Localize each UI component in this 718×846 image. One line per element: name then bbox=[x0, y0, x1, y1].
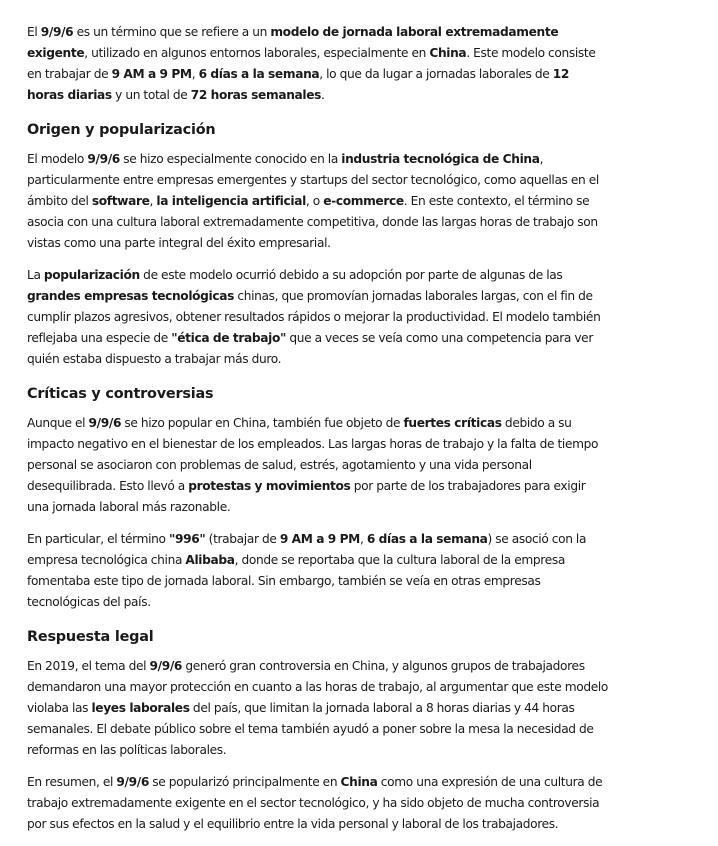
bold-text: "996" bbox=[168, 532, 206, 546]
bold-text: industria tecnológica de China bbox=[341, 152, 540, 166]
bold-text: leyes laborales bbox=[91, 701, 190, 715]
bold-text: 6 días a la semana bbox=[198, 67, 320, 81]
bold-text: 9/9/6 bbox=[87, 152, 120, 166]
bold-text: 9 AM a 9 PM bbox=[111, 67, 192, 81]
paragraph-origen-2: La popularización de este modelo ocurrió debido a su adopción por parte de algunas de las grandes empresas tecnológicas chinas, que promovían jornadas laborales largas, con el fin de cumplir plazos agresivos, obtener resultados rápidos o mejorar la productividad. El modelo también reflejaba una especie de "ética de trabajo" que a veces se veía como una competencia para ver quién estaba dispuesto a trabajar más duro. bbox=[27, 268, 601, 366]
bold-text: China bbox=[429, 46, 467, 60]
heading-criticas: Críticas y controversias bbox=[27, 386, 214, 402]
bold-text: popularización bbox=[43, 268, 140, 282]
bold-text: e-commerce bbox=[323, 194, 404, 208]
bold-text: "ética de trabajo" bbox=[171, 331, 287, 345]
bold-text: 9/9/6 bbox=[88, 416, 122, 430]
paragraph-intro: El 9/9/6 es un término que se refiere a un modelo de jornada laboral extremadamente exigente, utilizado en algunos entornos laborales, especialmente en China. Este modelo consiste en trabajar de 9 AM a 9 PM, 6 días a la semana, lo que da lugar a jornadas laborales de 12 horas diarias y un total de 72 horas semanales. bbox=[27, 25, 596, 102]
bold-text: Alibaba bbox=[185, 553, 235, 567]
paragraph-origen-1: El modelo 9/9/6 se hizo especialmente conocido en la industria tecnológica de China, particularmente entre empresas emergentes y startups del sector tecnológico, como aquellas en el ámbito del software, la inteligencia artificial, o e-commerce. En este contexto, el término se asocia con una cultura laboral extremadamente competitiva, donde las largas horas de trabajo son vistas como una parte integral del éxito empresarial. bbox=[27, 152, 599, 250]
bold-text: software bbox=[91, 194, 150, 208]
paragraph-resumen: En resumen, el 9/9/6 se popularizó principalmente en China como una expresión de una cultura de trabajo extremadamente exigente en el sector tecnológico, y ha sido objeto de mucha controversia por sus efectos en la salud y el equilibrio entre la vida personal y laboral de los trabajadores. bbox=[27, 775, 603, 831]
paragraph-respuesta-legal: En 2019, el tema del 9/9/6 generó gran controversia en China, y algunos grupos de trabajadores demandaron una mayor protección en cuanto a las horas de trabajo, al argumentar que este modelo violaba las leyes laborales del país, que limitan la jornada laboral a 8 horas diarias y 44 horas semanales. El debate público sobre el tema también ayudó a poner sobre la mesa la necesidad de reformas en las políticas laborales. bbox=[27, 659, 608, 757]
heading-origen: Origen y popularización bbox=[27, 122, 216, 138]
heading-respuesta-legal: Respuesta legal bbox=[27, 629, 154, 645]
bold-text: fuertes críticas bbox=[403, 416, 502, 430]
bold-text: 9/9/6 bbox=[40, 25, 74, 39]
paragraph-criticas-2: En particular, el término "996" (trabajar de 9 AM a 9 PM, 6 días a la semana) se asoció con la empresa tecnológica china Alibaba, donde se reportaba que la cultura laboral de la empresa fomentaba este tipo de jornada laboral. Sin embargo, también se veía en otras empresas tecnológicas del país. bbox=[27, 532, 587, 609]
paragraph-criticas-1: Aunque el 9/9/6 se hizo popular en China, también fue objeto de fuertes críticas debido a su impacto negativo en el bienestar de los empleados. Las largas horas de trabajo y la falta de tiempo personal se asociaron con problemas de salud, estrés, agotamiento y una vida personal desequilibrada. Esto llevó a protestas y movimientos por parte de los trabajadores para exigir una jornada laboral más razonable. bbox=[27, 416, 599, 514]
bold-text: grandes empresas tecnológicas bbox=[27, 289, 235, 303]
bold-text: 6 días a la semana bbox=[366, 532, 488, 546]
bold-text: la inteligencia artificial bbox=[156, 194, 306, 208]
bold-text: protestas y movimientos bbox=[188, 479, 351, 493]
bold-text: China bbox=[340, 775, 378, 789]
bold-text: 12 horas diarias bbox=[27, 67, 569, 102]
bold-text: 9/9/6 bbox=[149, 659, 183, 673]
bold-text: modelo de jornada laboral extremadamente exigente bbox=[27, 25, 559, 60]
bold-text: 72 horas semanales bbox=[190, 88, 322, 102]
document-content bbox=[27, 22, 609, 846]
bold-text: 9 AM a 9 PM bbox=[279, 532, 360, 546]
bold-text: 9/9/6 bbox=[116, 775, 149, 789]
